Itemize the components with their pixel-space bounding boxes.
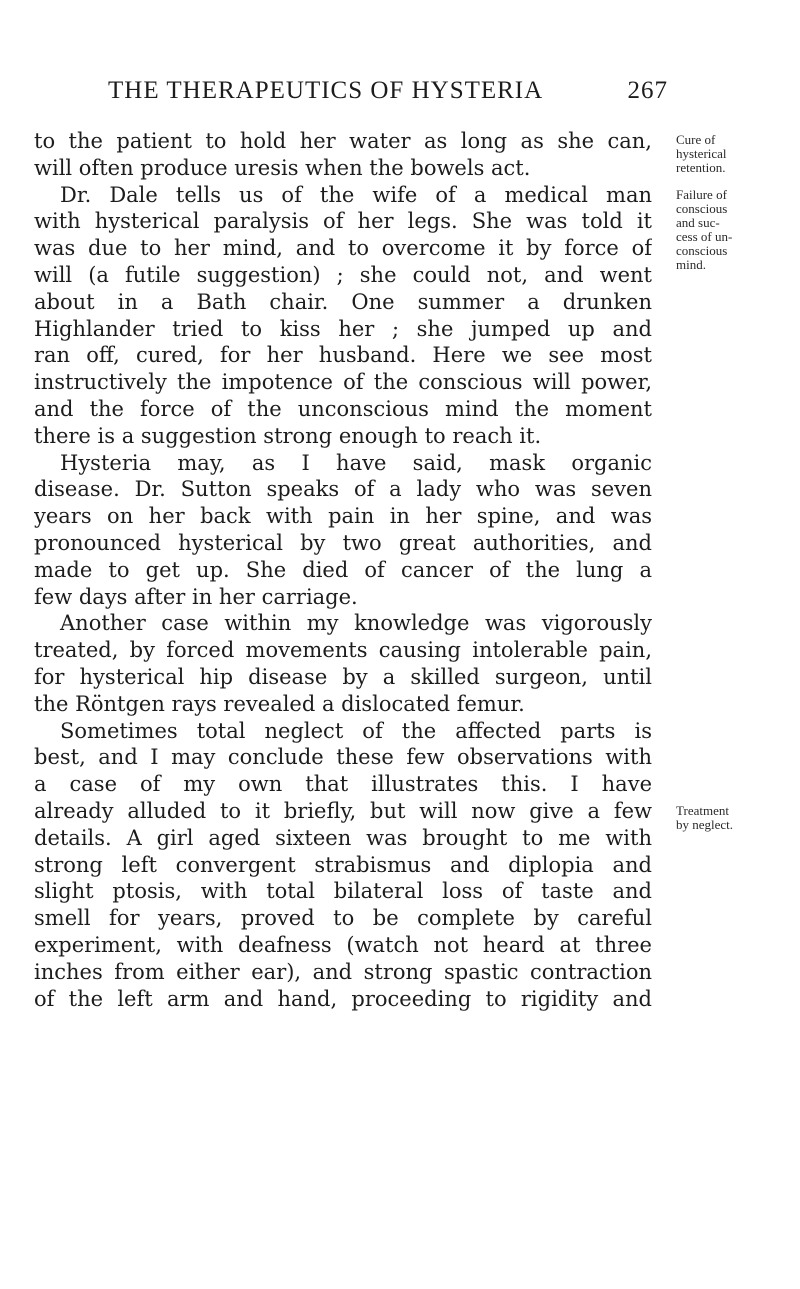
margin-note-cure-of-hysterical-retention [676,133,800,175]
margin-note-line: conscious [676,201,728,216]
text-line: for hysterical hip disease by a skilled surgeon, until [34,664,652,689]
text-line: years on her back with pain in her spine, and was [34,504,652,529]
text-line: instructively the impotence of the conscious will power, [34,370,652,395]
margin-note-line: cess of un- [676,229,733,244]
text-line: Hysteria may, as I have said, mask organic [60,450,652,475]
text-line: Highlander tried to kiss her ; she jumped up and [34,316,652,341]
text-line: inches from either ear), and strong spastic contraction [34,959,652,984]
text-line: Sometimes total neglect of the affected parts is [60,718,652,743]
margin-note-failure-of-conscious-mind [676,188,800,272]
text-line: of the left arm and hand, proceeding to rigidity and [34,986,652,1011]
text-line: was due to her mind, and to overcome it by force of [34,236,652,261]
body-text [34,128,652,1012]
text-line: ran off, cured, for her husband. Here we see most [34,343,652,368]
text-line: about in a Bath chair. One summer a drunken [34,289,652,314]
text-line: smell for years, proved to be complete by careful [34,906,652,931]
margin-note-line: hysterical [676,146,727,161]
text-line: Dr. Dale tells us of the wife of a medical man [60,182,652,207]
text-line: will (a futile suggestion) ; she could not, and went [34,262,652,287]
margin-note-line: and suc- [676,215,720,230]
text-line: best, and I may conclude these few observations with [34,745,652,770]
text-line: slight ptosis, with total bilateral loss of taste and [34,879,652,904]
margin-note-line: Failure of [676,187,727,202]
text-line: a case of my own that illustrates this. I have [34,772,652,797]
margin-note-line: mind. [676,257,706,272]
text-line: and the force of the unconscious mind the moment [34,396,652,421]
text-line: details. A girl aged sixteen was brought to me with [34,825,652,850]
running-head [108,76,668,106]
text-line: Another case within my knowledge was vigorously [60,611,652,636]
text-line: already alluded to it briefly, but will now give a few [34,798,652,823]
margin-note-line: Cure of [676,132,716,147]
margin-note-line: Treatment [676,803,729,818]
page-number: 267 [627,77,668,104]
text-line: treated, by forced movements causing intolerable pain, [34,638,652,663]
text-line: pronounced hysterical by two great authorities, and [34,530,652,555]
margin-note-treatment-by-neglect [676,804,800,832]
text-line: few days after in her carriage. [34,584,358,609]
text-line: strong left convergent strabismus and diplopia and [34,852,652,877]
text-line: experiment, with deafness (watch not heard at three [34,932,652,957]
margin-note-line: conscious [676,243,728,258]
text-line: disease. Dr. Sutton speaks of a lady who was seven [34,477,652,502]
text-line: there is a suggestion strong enough to reach it. [34,423,542,448]
running-head-title: THE THERAPEUTICS OF HYSTERIA [108,77,544,104]
text-line: with hysterical paralysis of her legs. She was told it [34,209,652,234]
margin-note-line: retention. [676,160,726,175]
margin-note-line: by neglect. [676,817,734,832]
text-line: to the patient to hold her water as long as she can, [34,129,652,153]
text-line: will often produce uresis when the bowels act. [34,155,531,180]
text-line: made to get up. She died of cancer of the lung a [34,557,652,582]
text-line: the Röntgen rays revealed a dislocated femur. [34,691,525,716]
